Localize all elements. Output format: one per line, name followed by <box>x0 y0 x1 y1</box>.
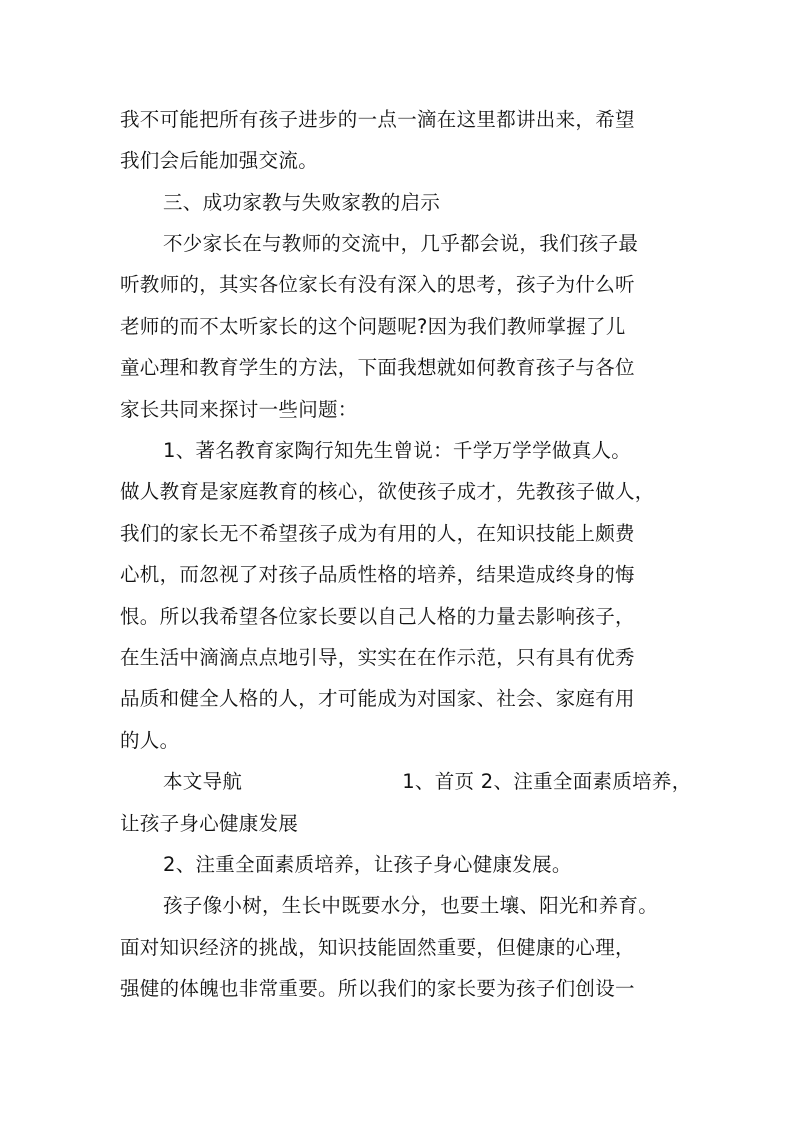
paragraph-line: 在生活中滴滴点点地引导，实实在在作示范，只有具有优秀 <box>120 646 635 669</box>
paragraph-line: 我们的家长无不希望孩子成为有用的人，在知识技能上颇费 <box>120 522 635 545</box>
section-heading: 三、成功家教与失败家教的启示 <box>163 191 441 214</box>
paragraph-line: 做人教育是家庭教育的核心，欲使孩子成才，先教孩子做人， <box>120 480 655 503</box>
article-nav <box>163 769 692 795</box>
paragraph-line: 我们会后能加强交流。 <box>120 149 319 172</box>
article-nav-label: 本文导航 <box>163 770 243 793</box>
paragraph-line: 听教师的，其实各位家长有没有深入的思考，孩子为什么听 <box>120 273 635 296</box>
paragraph-line: 我不可能把所有孩子进步的一点一滴在这里都讲出来，希望 <box>120 108 635 131</box>
paragraph-line: 品质和健全人格的人，才可能成为对国家、社会、家庭有用 <box>120 687 635 710</box>
paragraph-line: 强健的体魄也非常重要。所以我们的家长要为孩子们创设一 <box>120 977 635 1000</box>
article-nav-links[interactable]: 1、首页 2、注重全面素质培养， <box>402 770 692 793</box>
paragraph-line: 1、著名教育家陶行知先生曾说：千学万学学做真人。 <box>163 439 632 462</box>
paragraph-line: 面对知识经济的挑战，知识技能固然重要，但健康的心理， <box>120 936 635 959</box>
paragraph-line: 的人。 <box>120 729 180 752</box>
paragraph-line: 心机，而忽视了对孩子品质性格的培养，结果造成终身的悔 <box>120 563 635 586</box>
paragraph-line: 家长共同来探讨一些问题： <box>120 398 358 421</box>
paragraph-line: 童心理和教育学生的方法，下面我想就如何教育孩子与各位 <box>120 356 635 379</box>
paragraph-line: 让孩子身心健康发展 <box>120 812 299 835</box>
paragraph-line: 孩子像小树，生长中既要水分，也要土壤、阳光和养育。 <box>163 894 659 917</box>
section-heading: 2、注重全面素质培养，让孩子身心健康发展。 <box>163 853 572 876</box>
paragraph-line: 不少家长在与教师的交流中，几乎都会说，我们孩子最 <box>163 232 639 255</box>
paragraph-line: 老师的而不太听家长的这个问题呢?因为我们教师掌握了儿 <box>120 315 626 338</box>
paragraph-line: 恨。所以我希望各位家长要以自己人格的力量去影响孩子， <box>120 605 635 628</box>
